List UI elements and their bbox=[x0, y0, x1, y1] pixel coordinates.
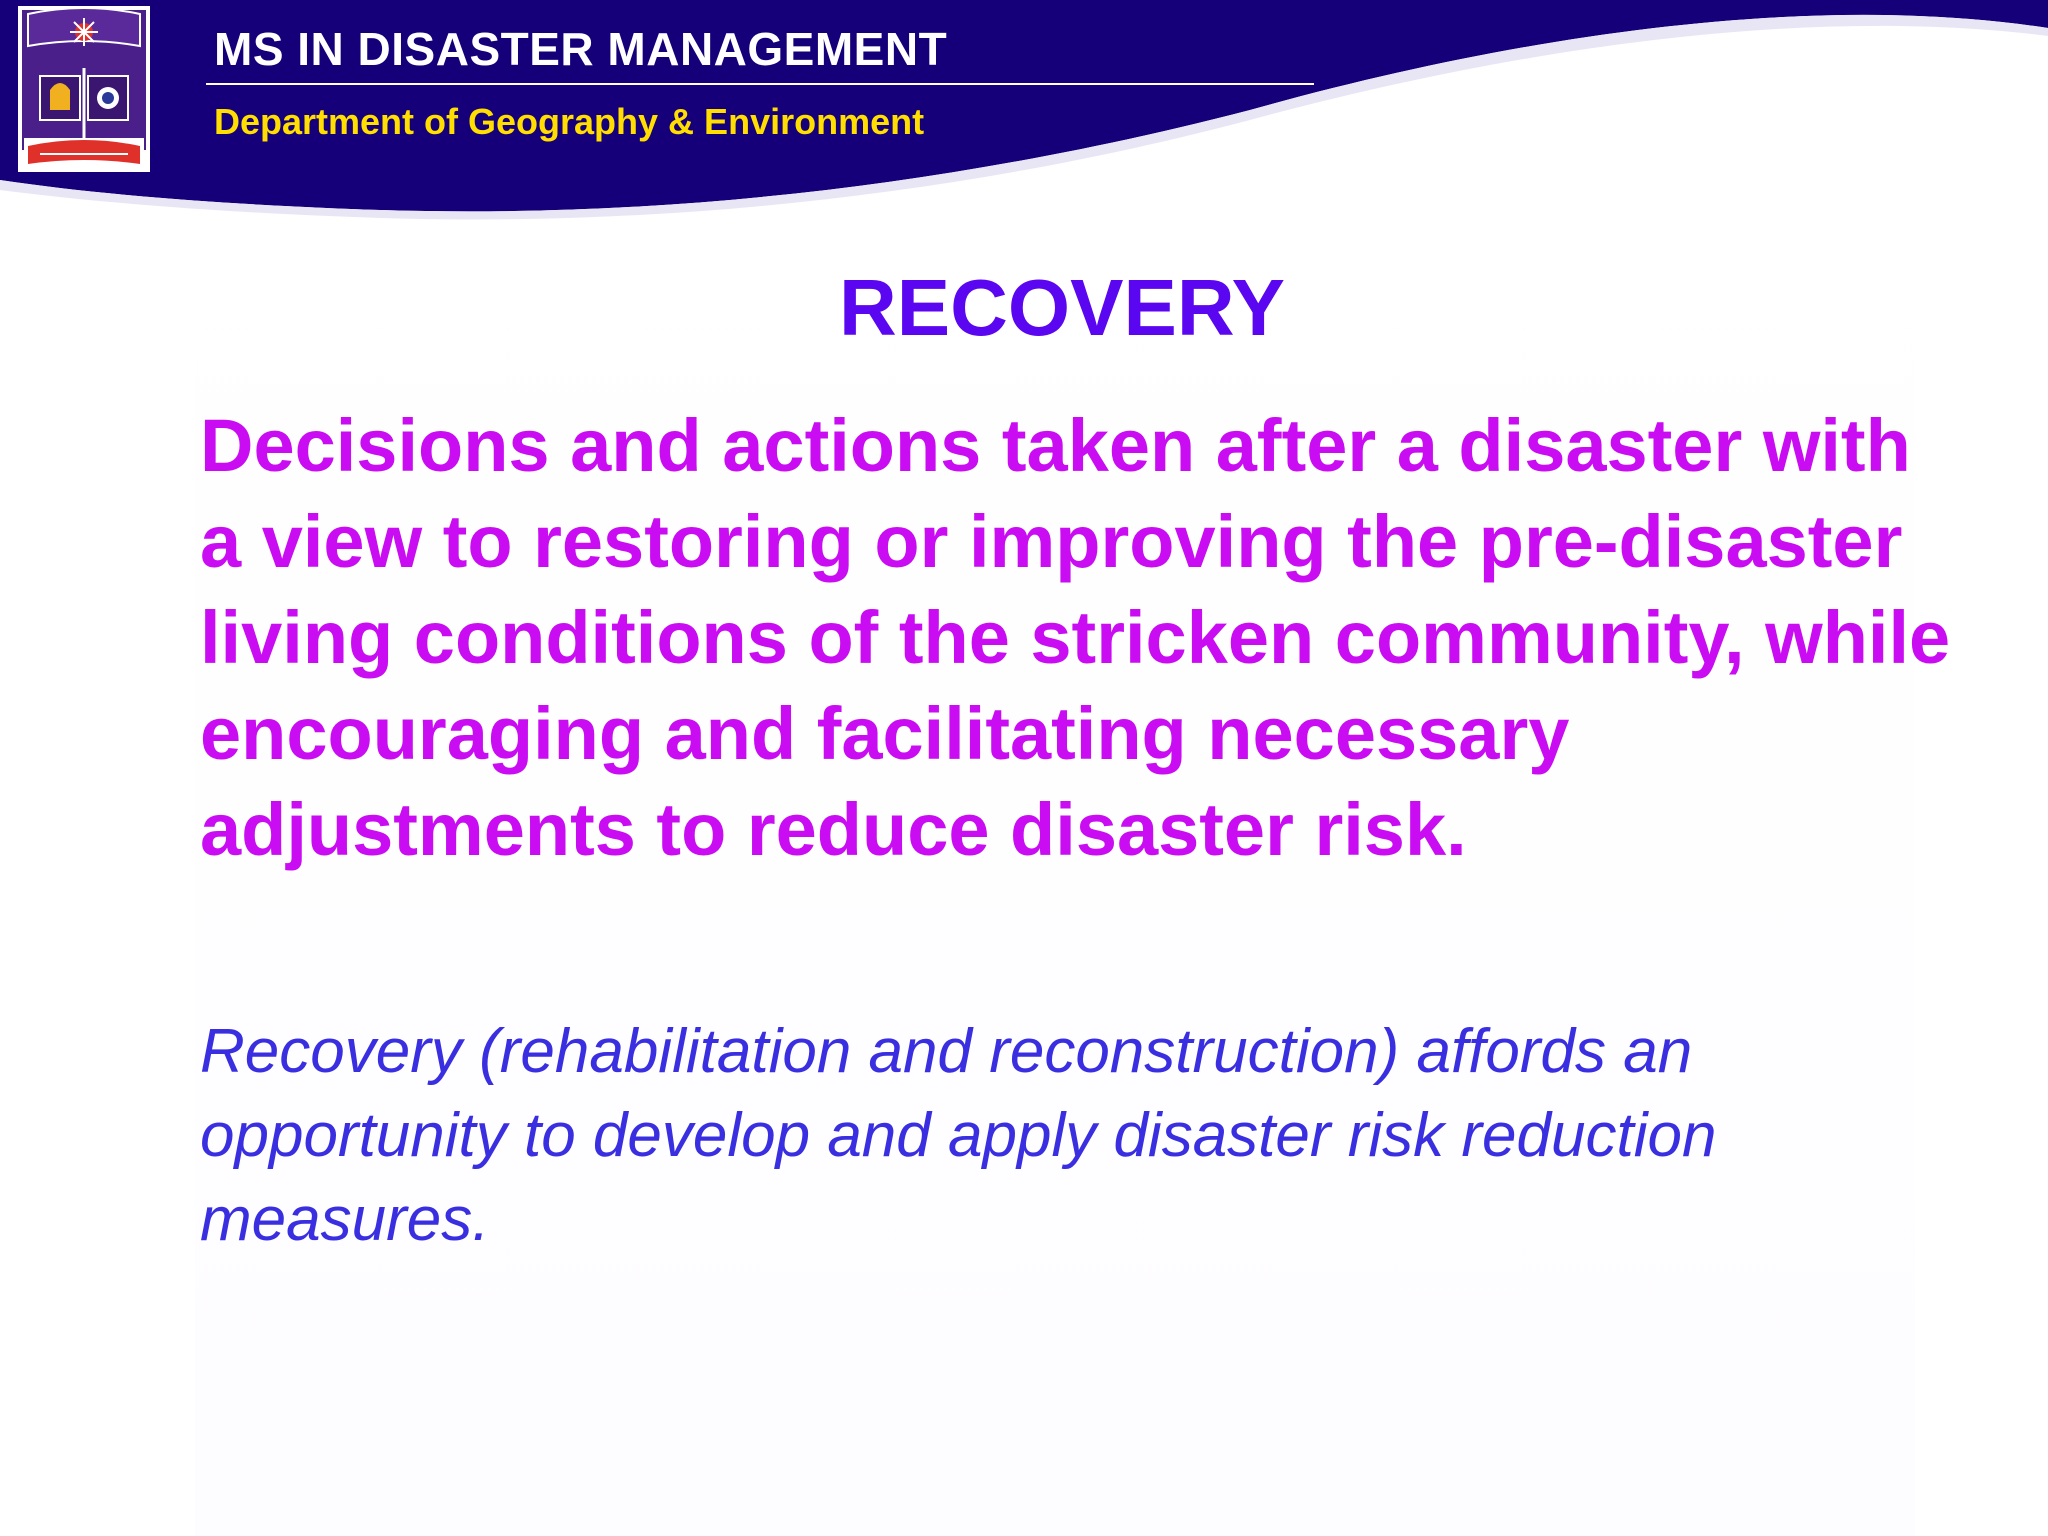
definition-paragraph: Decisions and actions taken after a disaster with a view to restoring or improving the pre-disaster living conditions of the stricken community, while encouraging and facilitating necessary adjustments to reduce disaster risk. bbox=[200, 404, 1951, 871]
department-subtitle: Department of Geography & Environment bbox=[214, 101, 925, 142]
note-paragraph: Recovery (rehabilitation and reconstruction) affords an opportunity to develop and apply disaster risk reduction measures. bbox=[200, 1017, 1717, 1254]
university-seal-icon bbox=[18, 6, 150, 172]
header-divider bbox=[206, 83, 1314, 85]
program-title: MS IN DISASTER MANAGEMENT bbox=[214, 23, 948, 75]
slide-title: RECOVERY bbox=[838, 263, 1285, 352]
